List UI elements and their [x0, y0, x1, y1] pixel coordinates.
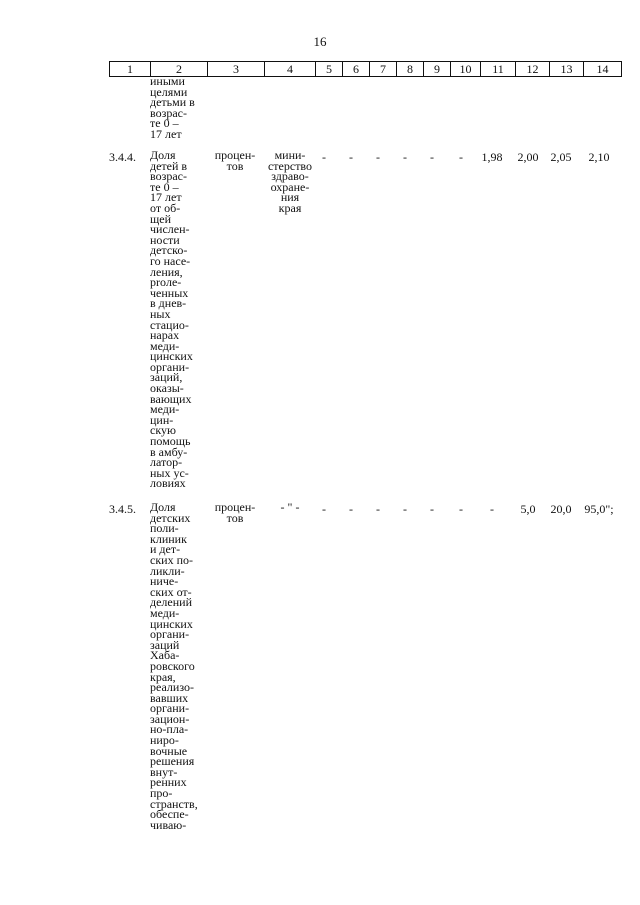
column-header-3: 3 — [208, 62, 265, 77]
value-col-5: - — [322, 150, 326, 164]
value-col-8: - — [403, 150, 407, 164]
value-col-12: 5,0 — [520, 502, 536, 516]
value-col-10: - — [459, 150, 463, 164]
value-col-14: 2,10 — [588, 150, 610, 164]
value-col-6: - — [349, 150, 353, 164]
value-col-5: - — [322, 502, 326, 516]
column-header-9: 9 — [424, 62, 451, 77]
column-header-12: 12 — [516, 62, 550, 77]
column-header-13: 13 — [550, 62, 584, 77]
unit-of-measure: процен- тов — [214, 148, 256, 173]
executor: - " - — [280, 500, 300, 514]
page-number: 16 — [313, 34, 327, 49]
row-number: 3.4.4. — [109, 150, 136, 164]
value-col-7: - — [376, 150, 380, 164]
value-col-7: - — [376, 502, 380, 516]
unit-of-measure: процен- тов — [214, 500, 256, 525]
column-header-7: 7 — [370, 62, 397, 77]
header-row — [110, 62, 622, 77]
column-number-header — [109, 61, 622, 77]
column-header-1: 1 — [110, 62, 151, 77]
column-header-6: 6 — [343, 62, 370, 77]
row-number: 3.4.5. — [109, 502, 136, 516]
value-col-13: 2,05 — [550, 150, 572, 164]
column-header-11: 11 — [481, 62, 516, 77]
value-col-9: - — [430, 502, 434, 516]
value-col-14: 95,0"; — [584, 502, 614, 516]
column-header-4: 4 — [265, 62, 316, 77]
value-col-12: 2,00 — [517, 150, 539, 164]
indicator-name: Доля детей в возрас- те 0 – 17 лет от об- щей числен- ности детско- го насе- ления, proле- ченных в днев- ных стацио- нарах меди- цинских органи- заций, оказы- вающих меди- цин- скую помощь в амбу- латор- ных ус- ловиях — [150, 148, 193, 491]
value-col-10: - — [459, 502, 463, 516]
value-col-9: - — [430, 150, 434, 164]
value-col-11: - — [490, 502, 494, 516]
column-header-5: 5 — [316, 62, 343, 77]
column-header-8: 8 — [397, 62, 424, 77]
value-col-8: - — [403, 502, 407, 516]
column-header-10: 10 — [451, 62, 481, 77]
value-col-6: - — [349, 502, 353, 516]
value-col-11: 1,98 — [481, 150, 503, 164]
value-col-13: 20,0 — [550, 502, 572, 516]
continuation-text: иными целями детьми в возрас- те 0 – 17 лет — [150, 74, 195, 141]
column-header-2: 2 — [151, 62, 208, 77]
indicator-name: Доля детских поли- клиник и дет- ских по- ликли- ниче- ских от- делений меди- цинских органи- заций Хаба- ровского края, реализо- вавших органи- зацион- но-пла- ниро- вочные решения внут- ренних про- странств, обеспе- чиваю- — [150, 500, 198, 832]
executor: мини- стерство здраво- охране- ния края — [267, 148, 313, 215]
column-header-14: 14 — [584, 62, 622, 77]
